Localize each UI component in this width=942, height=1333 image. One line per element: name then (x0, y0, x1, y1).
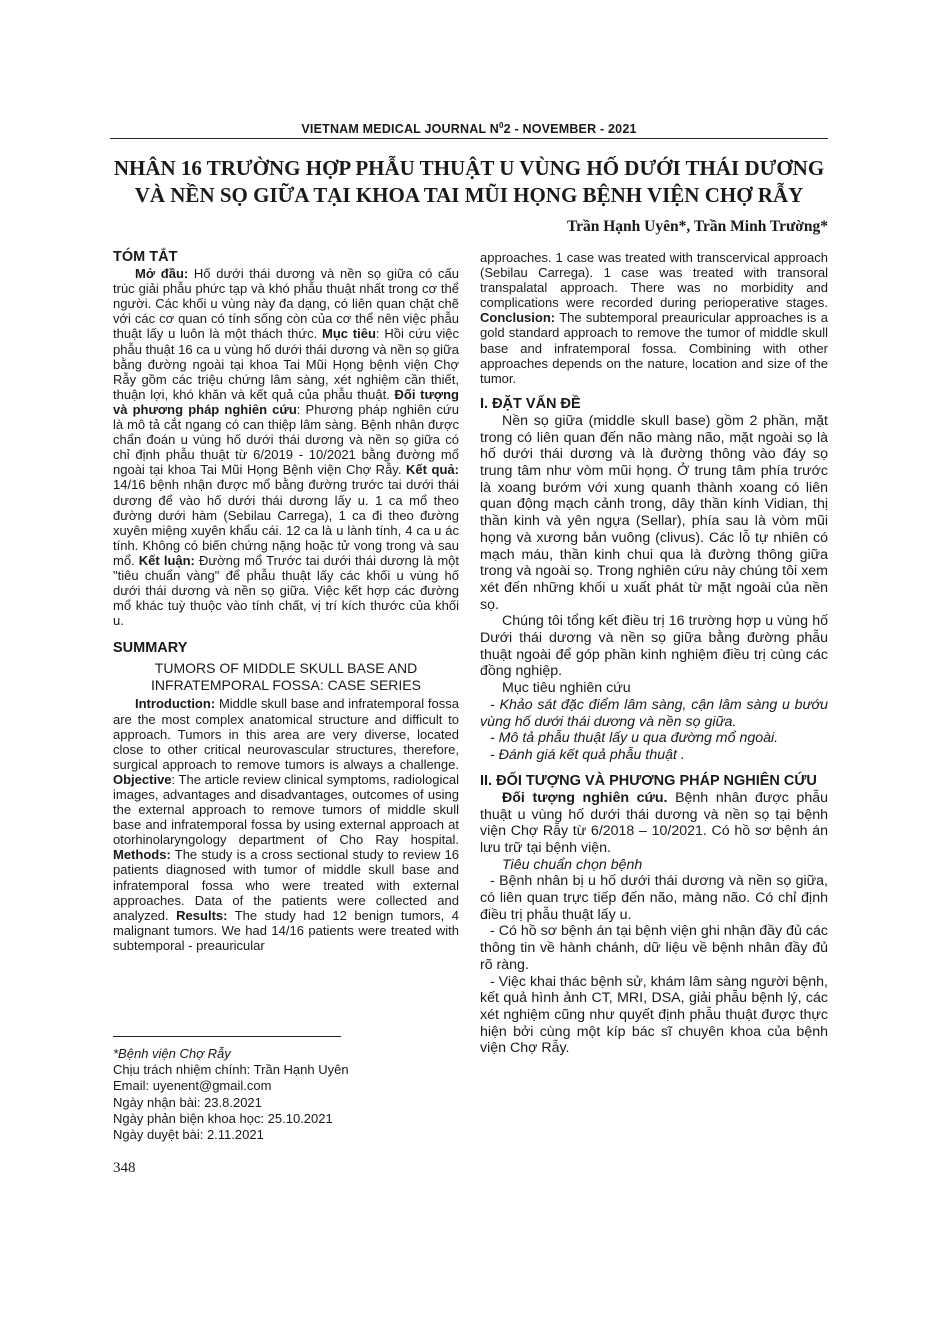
summary-methods-text: The study is a cross sectional study to review 16 patients diagnosed with tumor of middle skull base and infratemporal fossa who were treated with external approaches. Data of the patients were collected and analyzed. (113, 847, 459, 923)
footnote-accepted: Ngày duyệt bài: 2.11.2021 (113, 1127, 264, 1143)
summary-methods-label: Methods: (113, 847, 171, 863)
abstract-results-label: Kết quả: (401, 462, 459, 478)
section-1-paragraph-2: Chúng tôi tổng kết điều trị 16 trường hợp u vùng hố Dưới thái dương và nền sọ giữa bằng đường phẫu thuật ngoài để góp phần kinh nghiệm điều trị cùng các đồng nghiệp. (480, 613, 828, 680)
objective-item: - Đánh giá kết quả phẫu thuật . (490, 747, 685, 763)
title-line-2: VÀ NỀN SỌ GIỮA TẠI KHOA TAI MŨI HỌNG BỆNH VIỆN CHỢ RẪY (134, 183, 804, 207)
objectives-heading: Mục tiêu nghiên cứu (502, 680, 631, 697)
criteria-item: - Việc khai thác bệnh sử, khám lâm sàng người bệnh, kết quả hình ảnh CT, MRI, DSA, giải phẫu bệnh lý, các xét nghiệm cũng như quyết định phẫu thuật được thực hiện bởi cùng một kíp bác sĩ chuyên khoa của bệnh viện Chợ Rẫy. (480, 973, 828, 1057)
issue-superscript: 0 (498, 121, 504, 130)
journal-name: VIETNAM MEDICAL JOURNAL N (301, 122, 499, 137)
footnote-affiliation: *Bệnh viện Chợ Rẫy (113, 1046, 231, 1061)
objective-item: - Khảo sát đặc điểm lâm sàng, cận lâm sàng u bướu vùng hố dưới thái dương và nền sọ giữa. (480, 696, 828, 730)
summary-intro-label: Introduction: (135, 696, 216, 712)
footnote-received: Ngày nhận bài: 23.8.2021 (113, 1094, 262, 1110)
summary-results-label: Results: (168, 907, 228, 923)
summary-continuation (480, 250, 828, 386)
abstract-conclusion-label: Kết luận: (134, 552, 195, 568)
abstract-paragraph (113, 266, 459, 628)
summary-title: TUMORS OF MIDDLE SKULL BASE AND INFRATEMPORAL FOSSA: CASE SERIES (151, 660, 421, 694)
abstract-heading: TÓM TẮT (113, 249, 178, 265)
right-column (480, 250, 828, 1057)
abstract-objective-text: : Hồi cứu việc phẫu thuật 16 ca u vùng hố dưới thái dương và nền sọ giữa bằng đường ngoài tại khoa Tai Mũi Họng bệnh viện Chợ Rẫy gồm các triệu chứng lâm sàng, xét nghiệm cần thiết, thuận lợi, khó khăn và kết quả của phẫu thuật. (113, 326, 459, 402)
section-2-heading: II. ĐỐI TƯỢNG VÀ PHƯƠNG PHÁP NGHIÊN CỨU (480, 772, 817, 789)
abstract-objective-label: Mục tiêu (317, 326, 376, 342)
footnote-reviewed: Ngày phản biện khoa học: 25.10.2021 (113, 1110, 333, 1126)
criteria-item: - Bệnh nhân bị u hố dưới thái dương và nền sọ giữa, có liên quan trực tiếp đến não, màng não. Có chỉ định điều trị phẫu thuật lấy u. (480, 873, 828, 923)
summary-paragraph (113, 696, 459, 953)
summary-objective-text: : The article review clinical symptoms, radiological images, advantages and disadvantages, outcomes of using the external approach to remove tumors of middle skull base and infratemporal fossa by using external approach at otorhinolaryngology department of Cho Ray hospital. (113, 771, 459, 848)
abstract-intro-label: Mở đầu: (135, 266, 189, 282)
summary-objective-label: Objective (113, 771, 172, 787)
summary-cont-text: approaches. 1 case was treated with transcervical approach (Sebilau Carrega). 1 case was treated with transoral transpalatal approach. There was no morbidity and complications were recorded during perioperative stages. (480, 250, 828, 311)
subjects-label: Đối tượng nghiên cứu. (502, 789, 668, 806)
abstract-methods-label: Đối tượng và phương pháp nghiên cứu (113, 386, 459, 417)
summary-conclusion-text: The subtemporal preauricular approaches is a gold standard approach to remove the tumor of middle skull base and infratemporal fossa. Combining with other approaches depends on the nature, location and size of the tumor. (480, 310, 828, 386)
summary-heading: SUMMARY (113, 640, 188, 657)
article-title (110, 155, 828, 209)
header-rule (110, 138, 828, 139)
title-line-1: NHÂN 16 TRƯỜNG HỢP PHẪU THUẬT U VÙNG HỐ DƯỚI THÁI DƯƠNG (113, 156, 825, 180)
summary-results-text: The study had 12 benign tumors, 4 malignant tumors. We had 14/16 patients were treated with subtemporal - preauricular (113, 907, 459, 953)
objective-item: - Mô tả phẫu thuật lấy u qua đường mổ ngoài. (490, 730, 779, 747)
summary-intro-text: Middle skull base and infratemporal fossa are the most complex anatomical structure and difficult to approach. Tumors in this area are very diverse, located close to other critical neurovascular structures, therefore, surgical approach to remove tumors is always a challenge. (113, 696, 459, 772)
footnote-rule (113, 1036, 341, 1037)
footnote-responsible: Chịu trách nhiệm chính: Trần Hạnh Uyên (113, 1062, 349, 1078)
summary-conclusion-label: Conclusion: (480, 310, 556, 326)
criteria-heading: Tiêu chuẩn chọn bệnh (502, 856, 643, 873)
page-number: 348 (113, 1160, 136, 1176)
issue-date: 2 - NOVEMBER - 2021 (503, 122, 637, 137)
abstract-conclusion-text: Đường mổ Trước tai dưới thái dương là một "tiêu chuẩn vàng" để phẫu thuật lấy các khối u vùng hố dưới thái dương và nền sọ giữa. Việc kết hợp các đường mổ khác tuỳ thuộc vào tính chất, vị trí kích thước của khối u. (113, 552, 459, 629)
footnote-email: Email: uyenent@gmail.com (113, 1078, 272, 1094)
abstract-intro-text: Hố dưới thái dương và nền sọ giữa có cấu trúc giải phẫu phức tạp và khó phẫu thuật nhất trong cơ thể người. Các khối u vùng này đa dạng, có liên quan chặt chẽ với các cơ quan có tính sống còn của cơ thể nên việc phẫu thuật lấy u luôn là một thách thức. (113, 266, 459, 342)
authors: Trần Hạnh Uyên*, Trần Minh Trường* (566, 218, 828, 235)
subjects-text: Bệnh nhân được phẫu thuật u vùng hố dưới thái dương và nền sọ tại bệnh viện Chợ Rẫy từ 6/2018 – 10/2021. Có hồ sơ bệnh án lưu trữ tại bệnh viện. (480, 789, 828, 856)
section-1-paragraph-1: Nền sọ giữa (middle skull base) gồm 2 phần, mặt trong có liên quan đến não màng não, mặt ngoài sọ là hố dưới thái dương và là đường thông vào đáy sọ trung tâm như vòm mũi họng. Ở trung tâm phía trước là xoang bướm với xung quanh thành xoang có liên quan động mạch cảnh trong, dây thần kinh Vidian, thị thần kinh và yên ngựa (Sellar), phía sau là vòm mũi họng và xương bản vuông (clivus). Các lỗ tự nhiên có mạch máu, thần kinh chui qua là đường thông giữa trong và ngoài sọ. Trong nghiên cứu này chúng tôi xem xét đến những khối u xuất phát từ mặt ngoài của nền sọ. (480, 412, 828, 613)
abstract-results-text: 14/16 bệnh nhận được mổ bằng đường trước tai dưới thái dương để vào hố dưới thái dương lấy u. 1 ca mổ theo đường dưới hàm (Sebilau Carrega), 1 ca đi theo đường xuyên miệng xuyên khẩu cái. 12 ca là u lành tính, 4 ca u ác tính. Không có biến chứng nặng hoặc tử vong trong và sau mổ. (113, 477, 459, 568)
section-1-heading: I. ĐẶT VẤN ĐỀ (480, 395, 581, 412)
abstract-methods-text: : Phương pháp nghiên cứu là mô tả cắt ngang có can thiệp lâm sàng. Bệnh nhân được chẩn đoán u vùng hố dưới thái dương và nền sọ giữa có chỉ định phẫu thuật từ 6/2019 - 10/2021 bằng đường mổ ngoài tại khoa Tai Mũi Họng Bệnh viện Chợ Rẫy. (113, 401, 459, 478)
subjects-paragraph (480, 790, 828, 857)
journal-header (110, 121, 828, 136)
left-column (113, 250, 459, 953)
criteria-item: - Có hồ sơ bệnh án tại bệnh viện ghi nhận đầy đủ các thông tin về hành chánh, dữ liệu về bệnh nhân đầy đủ rõ ràng. (480, 923, 828, 973)
footnotes (113, 1046, 349, 1143)
